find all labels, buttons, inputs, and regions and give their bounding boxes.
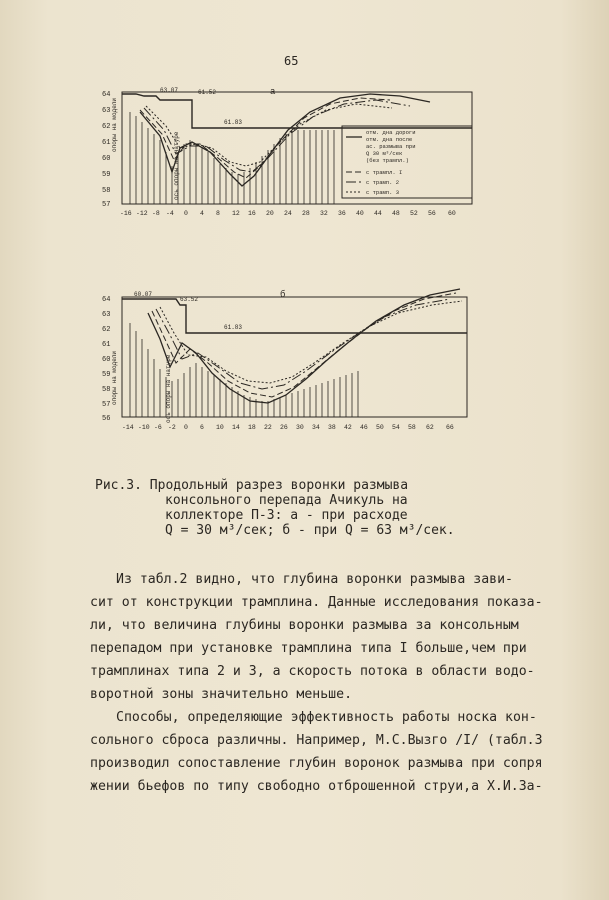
x-tick: 18 [248, 424, 256, 431]
x-tick: 62 [426, 424, 434, 431]
paragraph-line: сольного сброса различны. Например, М.С.Вызго /I/ (табл.3 [90, 733, 543, 748]
x-tick: 44 [374, 210, 382, 217]
panel-label-a: a [270, 87, 276, 97]
figure-caption [95, 478, 515, 538]
y-tick: 60 [102, 155, 111, 163]
x-tick: 4 [200, 210, 204, 217]
x-tick: -16 [120, 210, 132, 217]
legend-entry: с трамп. 2 [366, 179, 400, 186]
vertical-label: ось опоры на натуре [173, 131, 180, 200]
x-tick: 30 [296, 424, 304, 431]
profile-trampoline-2-b [156, 299, 450, 389]
x-tick: 8 [216, 210, 220, 217]
annotations-a [111, 87, 416, 200]
y-tick: 57 [102, 201, 111, 209]
x-tick: 48 [392, 210, 400, 217]
elevation-top: 60.07 [134, 291, 153, 298]
caption-line: Рис.3. Продольный разрез воронки размыва [95, 478, 409, 493]
legend-entry: Q 30 м³/сек [366, 150, 403, 157]
figure-b-svg [100, 283, 480, 433]
y-tick: 64 [102, 91, 111, 99]
paragraph-line: производил сопоставление глубин воронок размыва при сопря [90, 756, 543, 771]
y-tick: 58 [102, 386, 111, 394]
x-tick: 46 [360, 424, 368, 431]
paragraph-line: Из табл.2 видно, что глубина воронки размыва зави- [116, 572, 513, 587]
x-tick: 50 [376, 424, 384, 431]
figure-b [100, 283, 480, 433]
y-axis-a [102, 91, 110, 209]
x-tick: 42 [344, 424, 352, 431]
y-tick: 58 [102, 187, 111, 195]
y-tick: 63 [102, 311, 111, 319]
paragraph-line: ли, что величина глубины воронки размыва за консольным [90, 618, 519, 633]
paragraph-line: Способы, определяющие эффективность работы носка кон- [116, 710, 537, 725]
y-axis-b [102, 296, 110, 423]
y-tick: 57 [102, 401, 111, 409]
legend-entry: (без трампл.) [366, 157, 409, 164]
legend-entry: отм. дна после [366, 136, 413, 143]
elevation-top: 63.07 [160, 87, 179, 94]
paragraph-line: сит от конструкции трамплина. Данные исследования показа- [90, 595, 543, 610]
caption-line: консольного перепада Ачикуль на [165, 493, 408, 508]
x-tick: 26 [280, 424, 288, 431]
paragraph-line: жении бьефов по типу свободно отброшенной струи,а Х.И.За- [90, 779, 543, 794]
structure-line-b [122, 299, 467, 333]
y-tick: 56 [102, 415, 111, 423]
x-tick: 6 [200, 424, 204, 431]
x-tick: 20 [266, 210, 274, 217]
y-tick: 62 [102, 326, 111, 334]
y-tick: 59 [102, 171, 111, 179]
x-tick: 22 [264, 424, 272, 431]
y-tick: 62 [102, 123, 111, 131]
caption-line: Q = 30 м³/сек; б - при Q = 63 м³/сек. [165, 523, 455, 538]
vertical-label: опоры на модели [111, 97, 118, 152]
caption-line: коллекторе П-3: а - при расходе [165, 508, 408, 523]
x-tick: 40 [356, 210, 364, 217]
figure-a-svg [100, 82, 480, 222]
x-tick: 32 [320, 210, 328, 217]
legend-entry: отм. дна дороги [366, 129, 416, 136]
figure-a [100, 82, 480, 222]
y-tick: 61 [102, 139, 111, 147]
y-tick: 64 [102, 296, 111, 304]
legend-entry: с трампл. I [366, 169, 403, 176]
x-tick: 16 [248, 210, 256, 217]
y-tick: 60 [102, 356, 111, 364]
elevation-mid: 61.83 [224, 119, 243, 126]
x-tick: 36 [338, 210, 346, 217]
legend-entry: с трамп. 3 [366, 189, 400, 196]
body-text [90, 568, 550, 798]
x-tick: 0 [184, 424, 188, 431]
x-tick: 66 [446, 424, 454, 431]
x-axis-a [120, 210, 456, 217]
x-tick: -6 [154, 424, 162, 431]
vertical-label: опоры на модели [111, 350, 118, 405]
x-tick: 14 [232, 424, 240, 431]
x-tick: 24 [284, 210, 292, 217]
x-axis-b [122, 424, 454, 431]
vertical-label: ось опоры на натуре [165, 354, 172, 423]
x-tick: 38 [328, 424, 336, 431]
page-number: 65 [284, 54, 299, 68]
x-tick: 58 [408, 424, 416, 431]
panel-label-b: б [280, 290, 286, 300]
y-tick: 61 [102, 341, 111, 349]
x-tick: -12 [136, 210, 148, 217]
x-tick: 54 [392, 424, 400, 431]
paragraph-line: воротной зоны значительно меньше. [90, 687, 353, 702]
x-tick: -4 [166, 210, 174, 217]
y-tick: 63 [102, 107, 111, 115]
x-tick: -2 [168, 424, 176, 431]
legend-entry: ас. размыва при [366, 143, 416, 150]
paragraph-line: трамплинах типа 2 и 3, а скорость потока в области водо- [90, 664, 535, 679]
x-tick: 10 [216, 424, 224, 431]
x-tick: -10 [138, 424, 150, 431]
y-tick: 59 [102, 371, 111, 379]
profile-no-trampoline-b [148, 289, 460, 403]
elevation-top: 61.52 [198, 89, 217, 96]
x-tick: 52 [410, 210, 418, 217]
x-tick: -14 [122, 424, 134, 431]
paragraph-line: перепадом при установке трамплина типа I больше,чем при [90, 641, 527, 656]
profile-trampoline-3-b [160, 301, 462, 383]
elevation-top: 63.52 [180, 296, 199, 303]
x-tick: 28 [302, 210, 310, 217]
x-tick: 0 [184, 210, 188, 217]
elevation-mid: 61.83 [224, 324, 243, 331]
x-tick: 60 [448, 210, 456, 217]
x-tick: 56 [428, 210, 436, 217]
x-tick: 34 [312, 424, 320, 431]
x-tick: 12 [232, 210, 240, 217]
x-tick: -8 [152, 210, 160, 217]
